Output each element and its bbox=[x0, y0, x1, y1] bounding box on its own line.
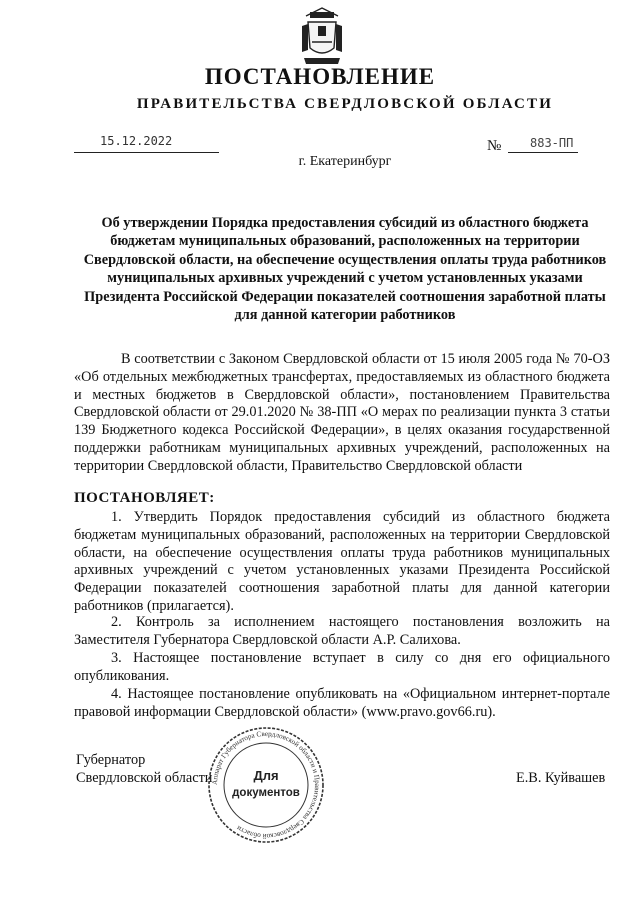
stamp-ring-text: Аппарат Губернатора Свердловской области и Правительства Свердловской области bbox=[210, 729, 322, 841]
stamp-center-line-2: документов bbox=[232, 787, 300, 799]
document-number: 883-ПП bbox=[530, 136, 574, 150]
preamble-paragraph: В соответствии с Законом Свердловской области от 15 июля 2005 года № 70-ОЗ «Об отдельных межбюджетных трансфертах, предоставляемых из областного бюджета и местных бюджетов в Свердловской области», постановлением Правительства Свердловской области от 29.01.2020 № 38-ПП «О мерах по реализации пункта 3 статьи 139 Бюджетного кодекса Российской Федерации», в целях оказания государственной поддержки работникам муниципальных архивных учреждений, расположенных на территории Свердловской области, Правительство Свердловской области bbox=[74, 351, 610, 474]
document-title: Об утверждении Порядка предоставления субсидий из областного бюджета бюджетам муниципальных образований, расположенных на территории Свердловской области, на обеспечение осуществления оплаты труда работников муниципальных архивных учреждений с учетом установленных указами Президента Российской Федерации показателей соотношения заработной платы для данной категории работников bbox=[83, 215, 607, 324]
city: г. Екатеринбург bbox=[298, 154, 392, 169]
coat-of-arms-icon bbox=[298, 6, 346, 68]
decree-point-1: 1. Утвердить Порядок предоставления субсидий из областного бюджета бюджетам муниципальных образований, расположенных на территории Свердловской области, на обеспечение осуществления оплаты труда работников муниципальных архивных учреждений с учетом установленных указами Президента Российской Федерации показателей соотношения заработной платы для данной категории работников (прилагается). bbox=[74, 509, 610, 614]
number-underline bbox=[508, 152, 578, 153]
signatory-title-line-2: Свердловской области bbox=[76, 770, 213, 786]
document-type: ПОСТАНОВЛЕНИЕ bbox=[204, 64, 436, 89]
government-name: ПРАВИТЕЛЬСТВА СВЕРДЛОВСКОЙ ОБЛАСТИ bbox=[136, 96, 554, 112]
document-date: 15.12.2022 bbox=[100, 134, 173, 148]
number-sign: № bbox=[487, 138, 502, 154]
signatory-name: Е.В. Куйвашев bbox=[516, 770, 606, 786]
decree-point-2: 2. Контроль за исполнением настоящего постановления возложить на Заместителя Губернатора Свердловской области А.Р. Салихова. bbox=[74, 614, 610, 648]
decree-point-4: 4. Настоящее постановление опубликовать на «Официальном интернет-портале правовой информации Свердловской области» (www.pravo.gov66.ru). bbox=[74, 686, 610, 720]
official-stamp bbox=[207, 726, 325, 844]
decree-point-3: 3. Настоящее постановление вступает в силу со дня его официального опубликования. bbox=[74, 650, 610, 684]
signatory-title-line-1: Губернатор bbox=[76, 752, 146, 768]
date-underline bbox=[74, 152, 219, 153]
stamp-center-line-1: Для bbox=[253, 768, 279, 783]
decree-heading: ПОСТАНОВЛЯЕТ: bbox=[74, 490, 215, 506]
